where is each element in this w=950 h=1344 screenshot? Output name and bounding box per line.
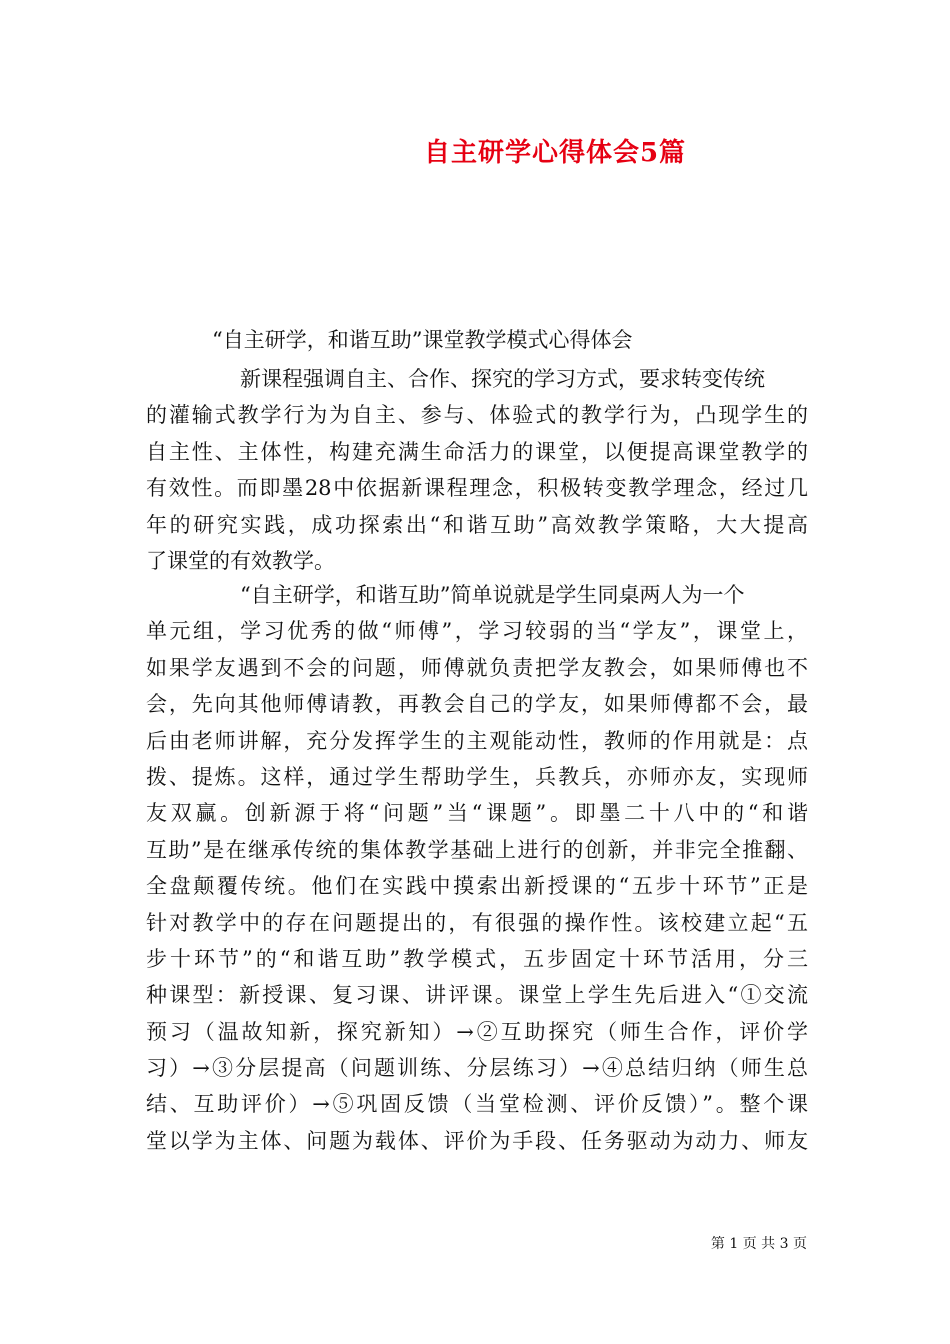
paragraph-1-line: 新课程强调自主、合作、探究的学习方式，要求转变传统 (240, 367, 765, 391)
paragraph-1 (146, 361, 808, 579)
paragraph-1-line: 有效性。而即墨28中依据新课程理念，积极转变教学理念，经过几 (146, 476, 808, 501)
paragraph-2-line: 全盘颠覆传统。他们在实践中摸索出新授课的“五步十环节”正是 (146, 874, 808, 899)
paragraph-1-line: 的灌输式教学行为为自主、参与、体验式的教学行为，凸现学生的 (146, 403, 808, 428)
paragraph-2-line: “自主研学，和谐互助”简单说就是学生同桌两人为一个 (240, 583, 745, 607)
paragraph-1-line: 了课堂的有效教学。 (146, 548, 335, 573)
paragraph-2-line: 后由老师讲解，充分发挥学生的主观能动性，教师的作用就是：点 (146, 728, 808, 753)
paragraph-2-line: 习）→③分层提高（问题训练、分层练习）→④总结归纳（师生总 (146, 1056, 808, 1081)
paragraph-2-line: 结、互助评价）→⑤巩固反馈（当堂检测、评价反馈）”。整个课 (146, 1092, 808, 1117)
document-subtitle: “自主研学，和谐互助”课堂教学模式心得体会 (212, 328, 633, 352)
page-number-footer: 第 1 页 共 3 页 (710, 1236, 807, 1252)
paragraph-2-line: 友双赢。创新源于将“问题”当“课题”。即墨二十八中的“和谐 (146, 801, 808, 826)
paragraph-2-line: 互助”是在继承传统的集体教学基础上进行的创新，并非完全推翻、 (146, 837, 808, 862)
paragraph-2-line: 预习（温故知新，探究新知）→②互助探究（师生合作，评价学 (146, 1019, 808, 1044)
paragraph-2-line: 会，先向其他师傅请教，再教会自己的学友，如果师傅都不会，最 (146, 692, 808, 717)
paragraph-1-line: 年的研究实践，成功探索出“和谐互助”高效教学策略，大大提高 (146, 512, 808, 537)
document-title: 自主研学心得体会5篇 (423, 138, 687, 168)
paragraph-2-line: 步十环节”的“和谐互助”教学模式，五步固定十环节活用，分三 (146, 946, 808, 971)
paragraph-1-line: 自主性、主体性，构建充满生命活力的课堂，以便提高课堂教学的 (146, 439, 808, 464)
paragraph-2-line: 如果学友遇到不会的问题，师傅就负责把学友教会，如果师傅也不 (146, 655, 808, 680)
paragraph-2-line: 单元组，学习优秀的做“师傅”，学习较弱的当“学友”，课堂上， (146, 619, 808, 644)
paragraph-2-line: 针对教学中的存在问题提出的，有很强的操作性。该校建立起“五 (146, 910, 808, 935)
paragraph-2-line: 拨、提炼。这样，通过学生帮助学生，兵教兵，亦师亦友，实现师 (146, 764, 808, 789)
paragraph-2-line: 种课型：新授课、复习课、讲评课。课堂上学生先后进入“①交流 (146, 983, 808, 1008)
paragraph-2 (146, 577, 808, 1159)
paragraph-2-line: 堂以学为主体、问题为载体、评价为手段、任务驱动为动力、师友 (146, 1128, 808, 1153)
